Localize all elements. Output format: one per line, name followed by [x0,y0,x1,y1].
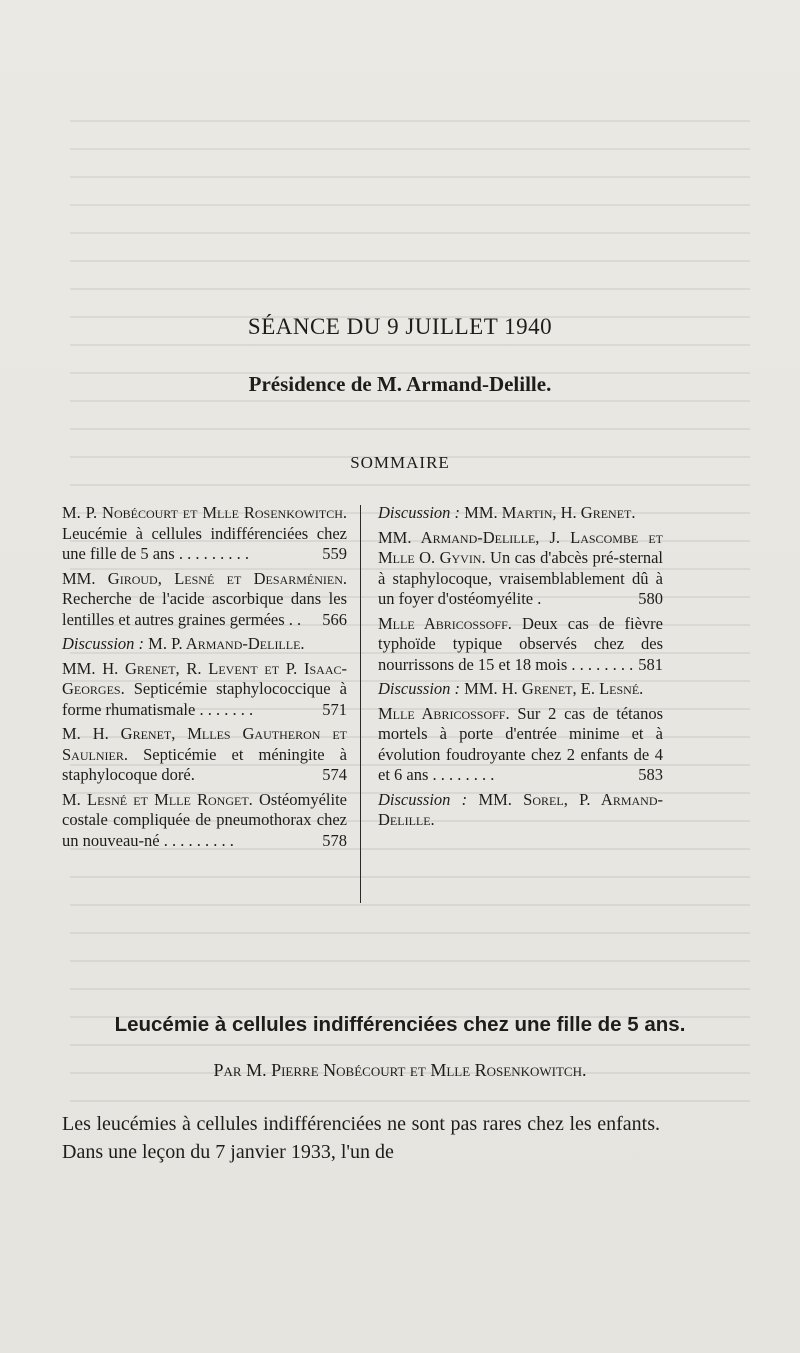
entry-title: Septicémie staphylococcique à forme rhumatismale [62,679,347,719]
summary-heading: SOMMAIRE [350,453,450,472]
entry-authors: M. Lesné et Mlle Ronget. [62,789,253,809]
entry-authors: M. P. Nobécourt et Mlle Rosenkowitch. [62,503,347,522]
summary-column-left [62,503,347,855]
entry-authors: Mlle Abricossoff. [378,613,512,633]
discussion-label: Discussion : [378,503,461,522]
discussion-participants: MM. Martin, H. Grenet. [464,503,636,522]
discussion-participants: M. P. Armand-Delille. [148,634,305,653]
entry-page: 566 [322,609,347,629]
discussion-participants: MM. Sorel, P. Armand-Delille. [378,789,663,829]
discussion-label: Discussion : [62,634,145,653]
summary-entry: MM. H. Grenet, R. Levent et P. Isaac-Georges. Septicémie staphylococcique à forme rhumatismale . . . . . . . 571 [62,658,347,719]
entry-title: Sur 2 cas de tétanos mortels à porte d'entrée minime et à évolution foudroyante chez 2 enfants de 4 et 6 ans [378,703,664,784]
discussion-entry [62,634,347,655]
entry-title: Septicémie et méningite à staphylocoque doré [62,744,347,784]
summary-entry: Mlle Abricossoff. Sur 2 cas de tétanos mortels à porte d'entrée minime et à évolution foudroyante chez 2 enfants de 4 et 6 ans . . . . . . . . 583 [378,703,664,784]
discussion-entry [378,503,663,524]
entry-page: 580 [638,589,663,608]
entry-page: 574 [322,765,347,784]
entry-title: Recherche de l'acide ascorbique dans les lentilles et autres graines germées [62,589,347,629]
summary-entry: MM. Giroud, Lesné et Desarménien. Recherche de l'acide ascorbique dans les lentilles et autres graines germées . . 566 [62,568,347,629]
summary-entry: M. H. Grenet, Mlles Gautheron et Saulnier. Septicémie et méningite à staphylocoque doré. 574 [62,724,347,784]
entry-authors: M. H. Grenet, Mlles Gautheron et Saulnier. [62,724,347,764]
entry-title: Leucémie à cellules indifférenciées chez une fille de 5 ans [62,523,347,563]
entry-title: Un cas d'abcès pré-sternal à staphylocoque, vraisemblablement dû à un foyer d'ostéomyélite [378,548,663,608]
summary-entry: M. Lesné et Mlle Ronget. Ostéomyélite costale compliquée de pneumothorax chez un nouveau-né . . . . . . . . . 578 [62,789,347,850]
summary-column-right [378,503,663,835]
entry-authors: MM. Armand-Delille, J. Lascombe et Mlle O. Gyvin. [378,527,663,567]
entry-title: Ostéomyélite costale compliquée de pneumothorax chez un nouveau-né [62,789,347,850]
entry-title: Deux cas de fièvre typhoïde typique observés chez des nourrissons de 15 et 18 mois [378,613,663,674]
discussion-participants: MM. H. Grenet, E. Lesné. [464,679,644,698]
article-title: Leucémie à cellules indifférenciées chez une fille de 5 ans. [114,1013,686,1036]
summary-entry: MM. Armand-Delille, J. Lascombe et Mlle O. Gyvin. Un cas d'abcès pré-sternal à staphylocoque, vraisemblablement dû à un foyer d'ostéomyélite . 580 [378,527,663,608]
article-body: Les leucémies à cellules indifférenciées ne sont pas rares chez les enfants. Dans une leçon du 7 janvier 1933, l'un de [62,1113,660,1163]
entry-authors: MM. H. Grenet, R. Levent et P. Isaac-Georges. [62,658,347,698]
entry-authors: MM. Giroud, Lesné et Desarménien. [62,568,347,588]
entry-page: 581 [638,654,663,674]
summary-entry: M. P. Nobécourt et Mlle Rosenkowitch. Leucémie à cellules indifférenciées chez une fille de 5 ans . . . . . . . . . 559 [62,503,347,563]
entry-page: 578 [322,830,347,850]
discussion-label: Discussion : [378,679,461,698]
presidency-line: Présidence de M. Armand-Delille. [248,372,552,396]
discussion-entry [378,790,663,831]
session-heading: SÉANCE DU 9 JUILLET 1940 [247,314,553,339]
summary-entry: Mlle Abricossoff. Deux cas de fièvre typhoïde typique observés chez des nourrissons de 15 et 18 mois . . . . . . . . 581 [378,613,663,674]
column-divider [360,505,361,903]
entry-page: 583 [638,765,663,784]
discussion-label: Discussion : [378,789,468,809]
entry-page: 559 [322,544,347,563]
entry-page: 571 [322,699,347,719]
entry-authors: Mlle Abricossoff. [378,703,510,723]
discussion-entry [378,679,663,700]
article-byline: Par M. Pierre Nobécourt et Mlle Rosenkowitch. [213,1060,587,1080]
